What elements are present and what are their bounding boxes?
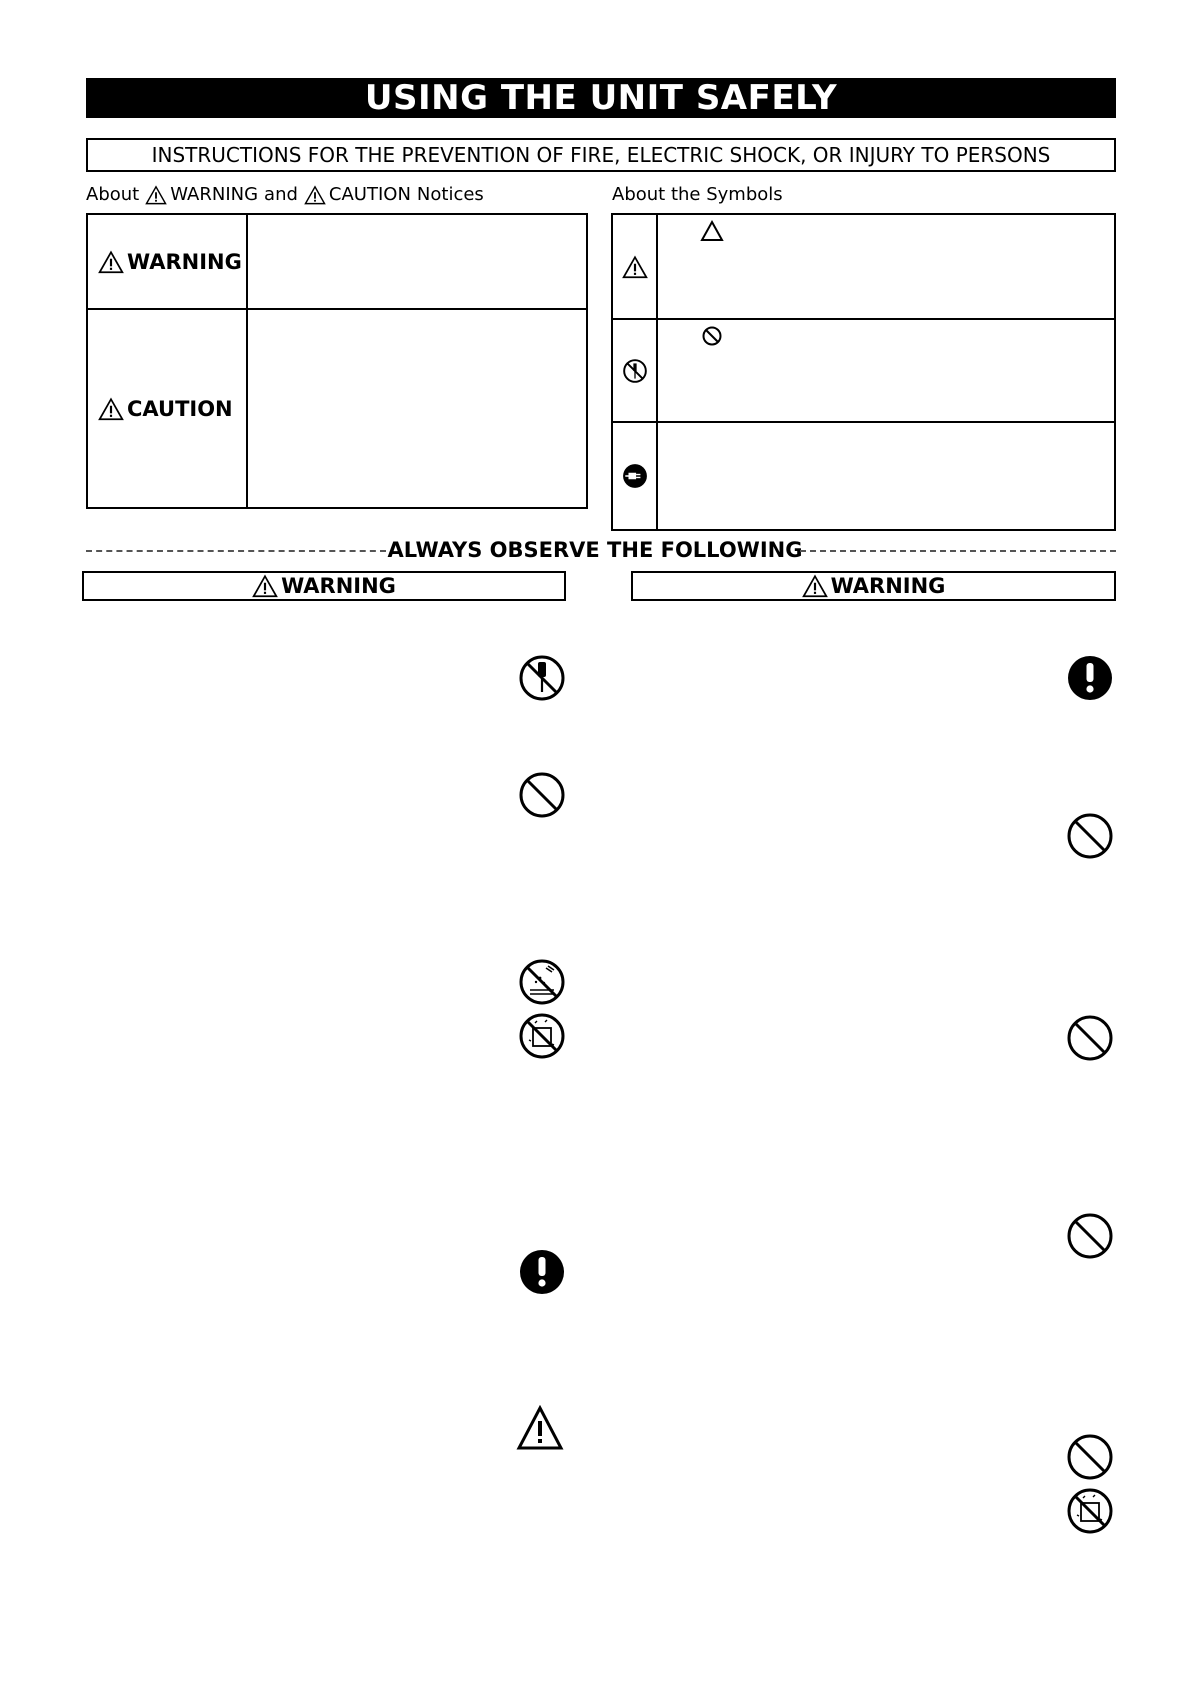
left-warning-header — [82, 571, 566, 601]
notices-heading-warning: WARNING — [170, 184, 259, 205]
prohibition-icon — [1066, 1433, 1114, 1481]
no-water-icon — [518, 958, 566, 1006]
notice-label-caution-text: CAUTION — [127, 396, 233, 421]
notice-label-caution — [88, 310, 248, 507]
notices-heading — [86, 184, 484, 205]
divider-left — [86, 550, 386, 552]
no-disassemble-icon — [518, 654, 566, 702]
warning-triangle-icon — [145, 185, 167, 205]
unplug-icon — [622, 463, 648, 489]
notice-row-caution — [88, 310, 586, 507]
notice-label-warning — [88, 215, 248, 308]
warning-triangle-icon — [98, 250, 124, 274]
no-liquid-container-icon — [518, 1012, 566, 1060]
notice-desc-warning — [248, 215, 586, 308]
symbol-desc-prohibited — [658, 320, 1114, 421]
triangle-outline-icon — [700, 219, 724, 243]
warning-triangle-icon — [622, 254, 648, 280]
warning-triangle-icon — [802, 574, 828, 598]
always-observe-heading: ALWAYS OBSERVE THE FOLLOWING — [387, 538, 803, 562]
warning-triangle-icon — [98, 397, 124, 421]
prohibition-icon — [518, 771, 566, 819]
divider-right — [800, 550, 1116, 552]
notice-label-warning-text: WARNING — [127, 249, 242, 274]
notice-row-warning — [88, 215, 586, 310]
notices-heading-notices: Notices — [416, 184, 484, 205]
symbol-desc-unplug — [658, 423, 1114, 529]
prohibition-icon — [1066, 1212, 1114, 1260]
right-warning-header-text: WARNING — [830, 574, 946, 598]
symbols-table — [611, 213, 1116, 531]
mandatory-action-icon — [518, 1248, 566, 1296]
symbol-desc-attention — [658, 215, 1114, 318]
symbol-cell-prohibited — [613, 320, 658, 421]
notice-desc-caution — [248, 310, 586, 507]
prohibition-icon — [1066, 1014, 1114, 1062]
warning-triangle-icon — [516, 1405, 564, 1453]
notices-heading-and: and — [264, 184, 298, 205]
symbol-cell-unplug — [613, 423, 658, 529]
warning-triangle-icon — [304, 185, 326, 205]
page-title: USING THE UNIT SAFELY — [86, 78, 1116, 118]
no-liquid-container-icon — [1066, 1487, 1114, 1535]
page-subtitle: INSTRUCTIONS FOR THE PREVENTION OF FIRE, ELECTRIC SHOCK, OR INJURY TO PERSONS — [86, 138, 1116, 172]
mandatory-action-icon — [1066, 654, 1114, 702]
right-warning-header — [631, 571, 1116, 601]
notices-heading-caution: CAUTION — [328, 184, 411, 205]
symbol-row-attention — [613, 215, 1114, 320]
symbols-heading: About the Symbols — [612, 184, 783, 205]
notices-table — [86, 213, 588, 509]
notices-heading-about: About — [86, 184, 140, 205]
symbol-row-prohibited — [613, 320, 1114, 423]
warning-triangle-icon — [252, 574, 278, 598]
symbol-row-unplug — [613, 423, 1114, 529]
prohibited-disassemble-icon — [622, 358, 648, 384]
prohibition-icon — [1066, 812, 1114, 860]
left-warning-header-text: WARNING — [281, 574, 396, 598]
prohibition-circle-icon — [700, 324, 724, 348]
symbol-cell-attention — [613, 215, 658, 318]
